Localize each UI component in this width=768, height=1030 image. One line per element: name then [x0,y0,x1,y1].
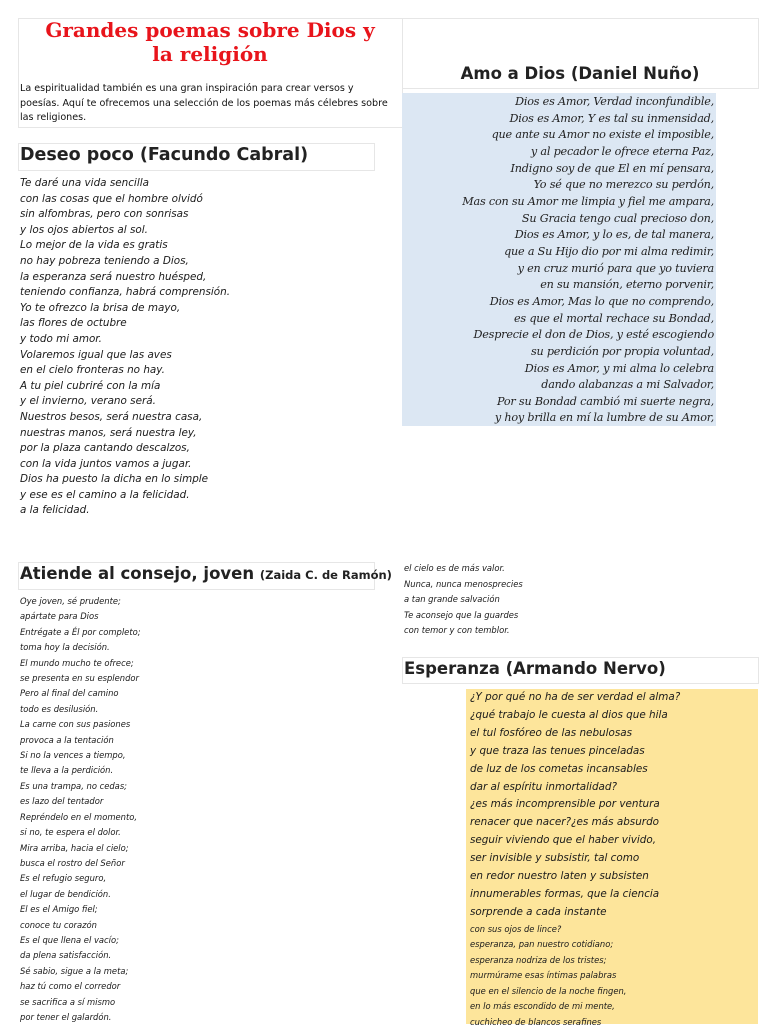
poem-line: Desprecie el don de Dios, y esté escogiendo [473,328,714,342]
poem-lines [462,94,714,427]
poem-line: de luz de los cometas incansables [470,762,648,775]
poem-line: y hoy brilla en mí la lumbre de su Amor, [494,411,714,425]
poem-line: Dios es Amor, Mas lo que no comprendo, [489,294,714,308]
poem-line: sorprende a cada instante [470,905,607,918]
poem-line: que en el silencio de la noche fingen, [470,985,627,996]
poem-line: a la felicidad. [20,504,90,517]
page-title-line-1: Grandes poemas sobre Dios y [45,18,375,42]
poem-title-esperanza: Esperanza (Armando Nervo) [404,659,666,678]
poem-line: haz tú como el corredor [20,981,121,992]
poem-line: por tener el galardón. [20,1011,112,1022]
poem-panel-amo-a-dios [402,93,716,426]
poem-line: su perdición por propia voluntad, [530,344,714,358]
poem-line: Yo te ofrezco la brisa de mayo, [20,301,181,314]
poem-line: por la plaza cantando descalzos, [20,442,190,455]
poem-line: Lo mejor de la vida es gratis [20,239,168,252]
poem-line: no hay pobreza teniendo a Dios, [20,254,189,267]
poem-line: y al pecador le ofrece eterna Paz, [530,144,714,158]
poem-line: a tan grande salvación [404,594,500,605]
poem-line: El mundo mucho te ofrece; [20,657,134,668]
poem-line: con sus ojos de lince? [470,923,562,934]
poem-line: y todo mi amor. [20,332,102,345]
poem-line: se presenta en su esplendor [20,673,139,684]
poem-line: y los ojos abiertos al sol. [20,223,148,236]
poem-lines [20,594,141,1025]
poem-line: se sacrifica a sí mismo [20,996,116,1007]
poem-author: (Zaida C. de Ramón) [259,568,392,582]
poem-line: dar al espíritu inmortalidad? [470,780,618,793]
poem-line: la esperanza será nuestro huésped, [20,270,207,283]
poem-line: Te aconsejo que la guardes [404,609,519,620]
poem-line: El es el Amigo fiel; [20,904,98,915]
poem-line: Mas con su Amor me limpia y fiel me ampara, [462,194,714,208]
poem-line: Repréndelo en el momento, [20,811,138,822]
poem-line: Dios es Amor, Verdad inconfundible, [515,95,714,108]
poem-title-amo-a-dios: Amo a Dios (Daniel Nuño) [460,64,700,83]
poem-panel-esperanza [466,689,758,1027]
poem-line: Entrégate a Él por completo; [20,626,141,637]
poem-line: Oye joven, sé prudente; [20,596,121,606]
poem-line: sin alfombras, pero con sonrisas [20,208,189,221]
poem-line: La carne con sus pasiones [20,719,131,730]
poem-line: las flores de octubre [20,317,127,330]
poem-line: innumerables formas, que la ciencia [470,887,660,900]
poem-line: Yo sé que no merezco su perdón, [533,178,714,192]
poem-line: Pero al final del camino [20,688,119,699]
poem-line: con la vida juntos vamos a jugar. [20,457,192,470]
poem-line: con las cosas que el hombre olvidó [20,192,203,205]
poem-line: Volaremos igual que las aves [20,348,172,361]
poem-line: el tul fosfóreo de las nebulosas [470,726,633,739]
poem-line: Sé sabio, sigue a la meta; [20,965,129,976]
poem-continued-lines [404,561,523,639]
poem-line: en el cielo fronteras no hay. [20,364,165,377]
poem-title-text: Atiende al consejo, joven [20,564,255,583]
poem-line: Dios es Amor, Y es tal su inmensidad, [509,111,714,125]
poem-line: es que el mortal rechace su Bondad, [514,311,714,325]
poem-line: Por su Bondad cambió mi suerte negra, [497,394,714,408]
poem-line: conoce tu corazón [20,919,97,930]
poem-line: y que traza las tenues pinceladas [470,744,645,757]
poem-line: teniendo confianza, habrá comprensión. [20,286,230,299]
poem-line: y ese es el camino a la felicidad. [20,488,190,501]
poem-line: Dios es Amor, y lo es, de tal manera, [514,228,714,242]
poem-title-atiende [20,564,392,583]
poem-title-deseo-poco: Deseo poco (Facundo Cabral) [20,145,309,165]
poem-line: esperanza nodriza de los tristes; [470,954,607,965]
poem-lines [20,176,230,519]
poem-line: Si no la vences a tiempo, [20,750,126,761]
poem-line: busca el rostro del Señor [20,857,125,868]
poem-line: ¿Y por qué no ha de ser verdad el alma? [470,691,681,703]
poem-line: toma hoy la decisión. [20,642,110,653]
poem-line: dando alabanzas a mi Salvador, [541,378,714,392]
poem-line: en lo más escondido de mi mente, [470,1001,615,1012]
poem-line: esperanza, pan nuestro cotidiano; [470,939,614,950]
poem-line: provoca a la tentación [20,734,114,745]
poem-line: y el invierno, verano será. [20,395,156,408]
poem-line: apártate para Dios [20,611,99,622]
poem-line: Te daré una vida sencilla [20,177,149,189]
poem-line: nuestras manos, será nuestra ley, [20,426,197,439]
poem-line: seguir viviendo que el haber vivido, [470,834,657,847]
poem-line: en redor nuestro laten y subsisten [470,870,649,883]
poem-line: que a Su Hijo dio por mi alma redimir, [504,244,714,258]
poem-line: Nuestros besos, será nuestra casa, [20,410,203,423]
poem-line: ¿qué trabajo le cuesta al dios que hila [470,708,668,721]
poem-line: te lleva a la perdición. [20,765,114,776]
poem-line: en su mansión, eterno porvenir, [540,278,714,292]
poem-line: que ante su Amor no existe el imposible, [491,128,714,142]
poem-line: Es el refugio seguro, [20,873,107,884]
poem-line: murmúrame esas íntimas palabras [470,970,617,981]
poem-line: Es una trampa, no cedas; [20,780,128,791]
poem-line: Nunca, nunca menosprecies [404,578,523,589]
page-title [18,18,402,66]
poem-line: el cielo es de más valor. [404,563,505,573]
poem-lines [470,689,680,1030]
poem-line: es lazo del tentador [20,796,104,807]
poem-line: ser invisible y subsistir, tal como [470,852,640,865]
poem-line: si no, te espera el dolor. [20,827,121,838]
poem-line: Es el que llena el vacío; [20,934,119,945]
poem-line: cuchicheo de blancos serafines [470,1016,602,1027]
poem-line: A tu piel cubriré con la mía [20,379,161,392]
poem-line: Indigno soy de que El en mí pensara, [510,161,714,175]
poem-line: Mira arriba, hacia el cielo; [20,842,129,853]
poem-line: todo es desilusión. [20,703,99,714]
intro-paragraph: La espiritualidad también es una gran inspiración para crear versos y poesías. Aquí te ofrecemos una selección de los poemas más célebres sobre las religiones. [20,83,388,123]
poem-line: el lugar de bendición. [20,888,111,899]
poem-line: Dios ha puesto la dicha en lo simple [20,473,209,486]
poem-line: da plena satisfacción. [20,950,112,961]
poem-line: con temor y con temblor. [404,625,510,636]
poem-line: ¿es más incomprensible por ventura [470,798,660,811]
poem-line: Dios es Amor, y mi alma lo celebra [524,361,714,375]
poem-line: renacer que nacer?¿es más absurdo [470,816,660,829]
poem-line: Su Gracia tengo cual precioso don, [521,211,714,225]
poem-line: y en cruz murió para que yo tuviera [517,261,714,275]
page-title-line-2: la religión [152,42,268,66]
